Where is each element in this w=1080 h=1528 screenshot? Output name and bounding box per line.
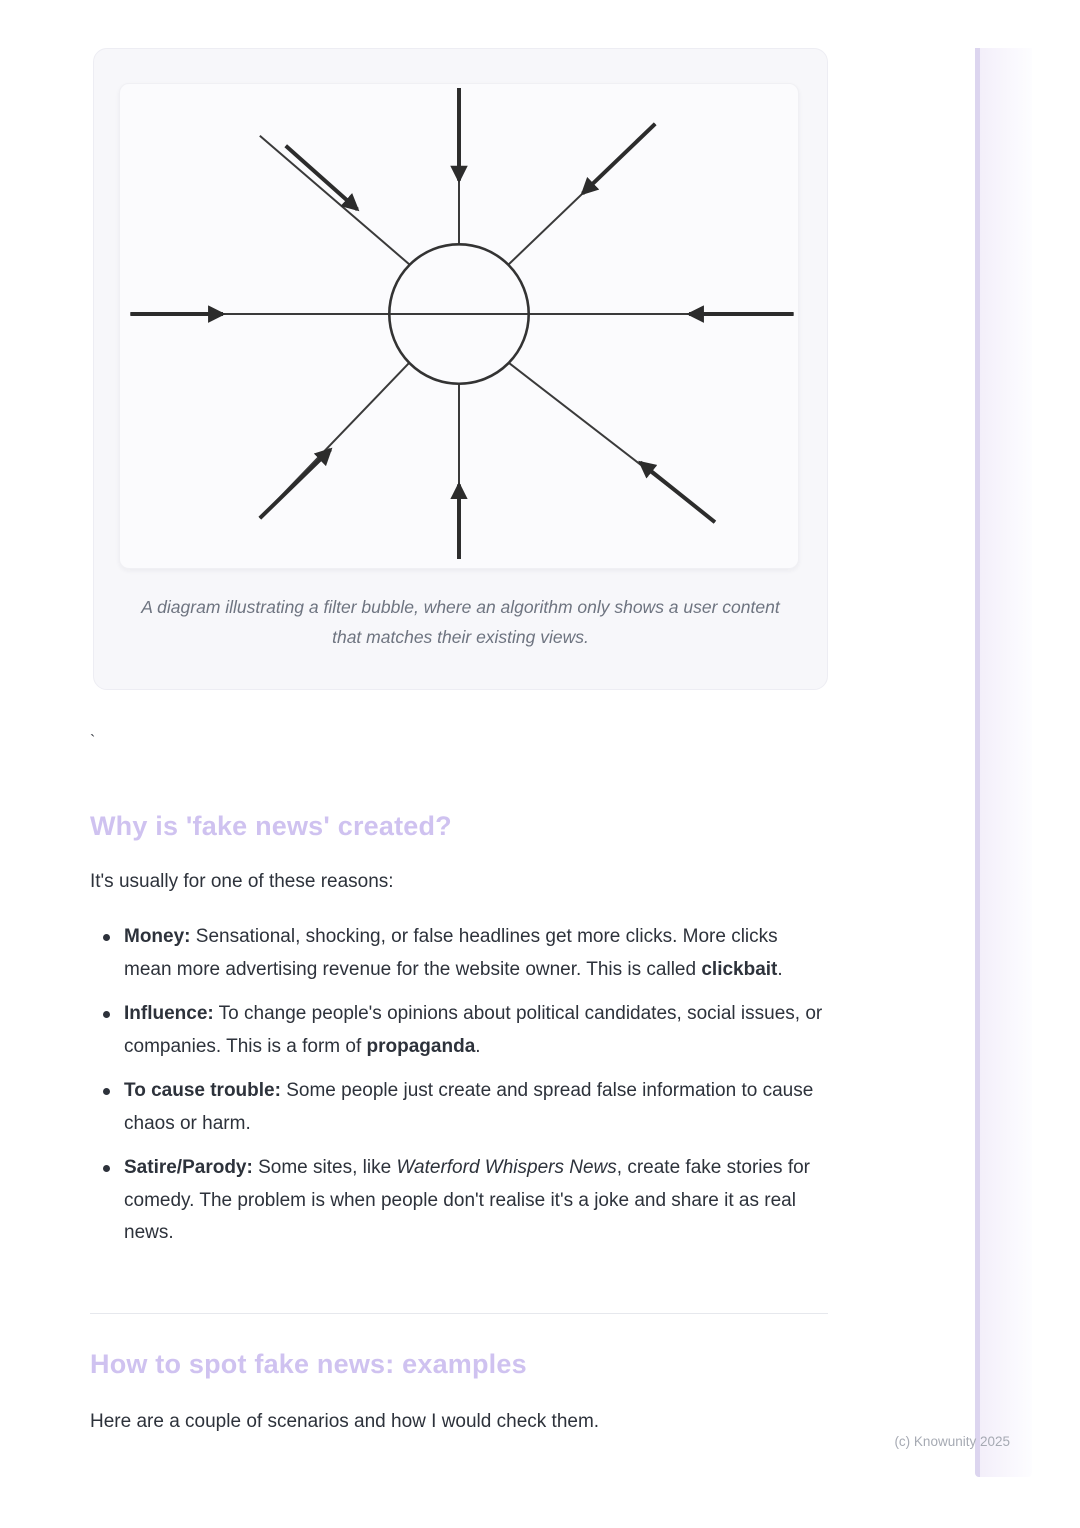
section-heading-why-fake-news-created: Why is 'fake news' created? xyxy=(90,811,452,841)
page-side-strip xyxy=(975,48,1032,1477)
figure-caption: A diagram illustrating a filter bubble, where an algorithm only shows a user content that matches their existing views. xyxy=(141,597,780,647)
section-divider xyxy=(90,1313,828,1314)
figure-image xyxy=(119,83,799,569)
filter-bubble-diagram xyxy=(120,84,798,568)
reasons-list xyxy=(90,921,830,1262)
paragraph-reasons-intro: It's usually for one of these reasons: xyxy=(90,871,394,892)
list-item-satire-parody: Satire/Parody: Some sites, like Waterford Whispers News, create fake stories for comedy. The problem is when people don't realise it's a joke and share it as real news. xyxy=(90,1152,830,1250)
list-item-cause-trouble: To cause trouble: Some people just create and spread false information to cause chaos or harm. xyxy=(90,1075,830,1140)
figure-card xyxy=(93,48,828,690)
copyright-notice: (c) Knowunity 2025 xyxy=(894,1434,1010,1449)
section-heading-how-to-spot: How to spot fake news: examples xyxy=(90,1349,527,1379)
list-item-money: Money: Sensational, shocking, or false headlines get more clicks. More clicks mean more advertising revenue for the website owner. This is called clickbait. xyxy=(90,921,830,986)
stray-backtick-text: ` xyxy=(90,733,96,750)
list-item-influence: Influence: To change people's opinions about political candidates, social issues, or companies. This is a form of propaganda. xyxy=(90,998,830,1063)
paragraph-scenarios-intro: Here are a couple of scenarios and how I would check them. xyxy=(90,1411,600,1432)
